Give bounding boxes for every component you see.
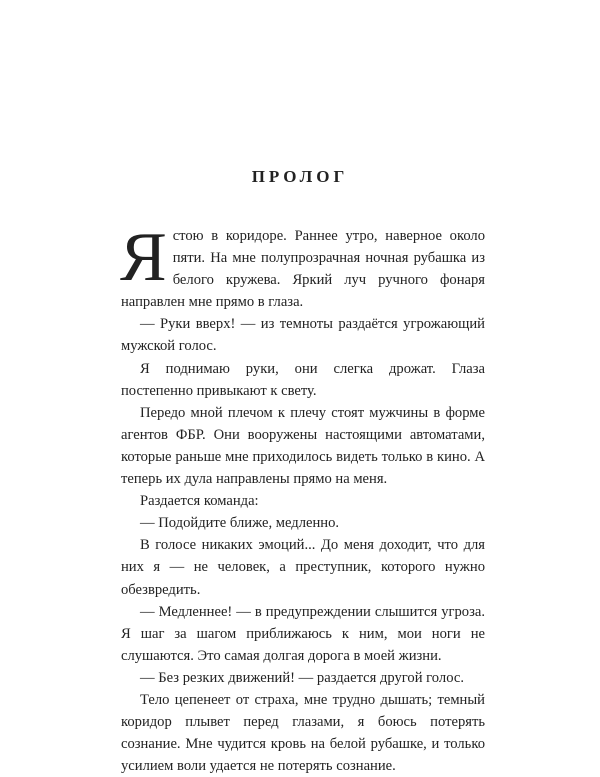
paragraph-10: Тело цепенеет от страха, мне трудно дышать; темный коридор плывет перед глазами, я боюсь потерять сознание. Мне чудится кровь на белой рубашке, и только усилием воли удается не потерять сознание. [121,691,485,775]
paragraph-4: Передо мной плечом к плечу стоят мужчины в форме агентов ФБР. Они вооружены настоящими автоматами, которые раньше мне приходилось видеть только в кино. А теперь их дула направлены прямо на меня. [121,404,485,488]
paragraph-9: — Без резких движений! — раздается другой голос. [140,669,464,686]
paragraph-1 [120,219,485,313]
paragraph-6: — Подойдите ближе, медленно. [140,515,340,532]
paragraph-2: — Руки вверх! — из темноты раздаётся угрожающий мужской голос. [121,316,485,355]
paragraph-7: В голосе никаких эмоций... До меня доходит, что для них я — не человек, а преступник, которого нужно обезвредить. [121,537,485,598]
chapter-title: ПРОЛОГ [251,167,349,186]
paragraph-1-text: стою в коридоре. Раннее утро, наверное около пяти. На мне полупрозрачная ночная рубашка из белого кружева. Яркий луч ручного фонаря направлен мне прямо в глаза. [121,228,485,311]
paragraph-3: Я поднимаю руки, они слегка дрожат. Глаза постепенно привыкают к свету. [121,360,485,399]
drop-cap: Я [120,219,167,296]
chapter-body [120,219,485,777]
paragraph-8: — Медленнее! — в предупреждении слышится угроза. Я шаг за шагом приближаюсь к ним, мои ноги не слушаются. Это самая долгая дорога в моей жизни. [121,603,485,664]
paragraph-5: Раздается команда: [140,493,259,510]
